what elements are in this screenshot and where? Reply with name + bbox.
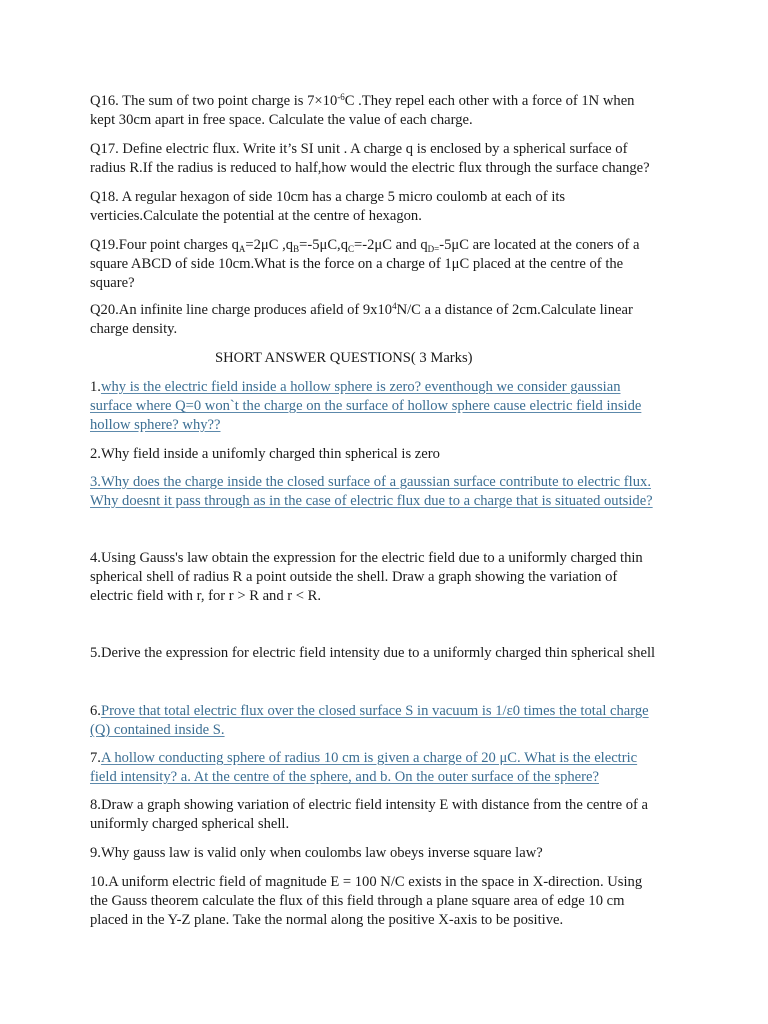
question-link-7-line-2[interactable]: field intensity? a. At the centre of the sphere, and b. On the outer surface of the sphere? — [90, 769, 599, 785]
item-number: 6. — [90, 703, 101, 719]
item-number: 7. — [90, 750, 101, 766]
short-answer-3 — [90, 473, 690, 511]
question-19-line-1: Q19.Four point charges $q_A=2\mu C$ $,q_B=-5\mu C,q_C=-2\mu C$ and $q_{D=}-5\mu C$ are located at the coners of a — [90, 237, 640, 254]
short-answer-8-line-1: 8.Draw a graph showing variation of electric field intensity E with distance from the centre of a — [90, 797, 649, 813]
question-17-line-1: Q17. Define electric flux. Write it’s SI unit . A charge q is enclosed by a spherical surface of — [90, 141, 628, 157]
subscript-c: C — [348, 244, 355, 254]
short-answer-5-line-1: 5.Derive the expression for electric field intensity due to a uniformly charged thin spherical shell — [90, 645, 656, 661]
question-16-line-2: kept 30cm apart in free space. Calculate the value of each charge. — [90, 112, 473, 128]
question-18 — [90, 188, 690, 226]
question-19-line-3: square? — [90, 275, 135, 291]
question-link-1-line-3[interactable]: hollow sphere? why?? — [90, 417, 221, 433]
question-16-line-1: Q16. The sum of two point charge is $7\times 10^{-6}C$ .They repel each other with a force of 1N when — [90, 92, 635, 109]
short-answer-10-line-3: placed in the Y-Z plane. Take the normal along the positive X-axis to be positive. — [90, 912, 564, 928]
question-link-7[interactable]: A hollow conducting sphere of radius 10 cm is given a charge of 20 μC. What is the electric — [100, 750, 638, 766]
short-answer-10 — [90, 873, 690, 930]
question-19 — [90, 236, 690, 293]
subscript-a: A — [238, 244, 246, 254]
subscript-d: D= — [427, 244, 440, 254]
short-answer-4-line-2: spherical shell of radius R a point outside the shell. Draw a graph showing the variation of — [90, 569, 618, 585]
exponent: 4 — [392, 301, 397, 311]
question-17 — [90, 140, 690, 178]
question-link-1[interactable]: why is the electric field inside a hollow sphere is zero? eventhough we consider gaussian — [100, 379, 621, 395]
question-20-line-1: Q20.An infinite line charge produces afield of $9x10^4N/C$ a a distance of 2cm.Calculate linear — [90, 301, 633, 318]
question-18-line-1: Q18. A regular hexagon of side 10cm has a charge 5 micro coulomb at each of its — [90, 189, 566, 205]
question-19-line-2: square ABCD of side 10cm.What is the force on a charge of 1μC placed at the centre of the — [90, 256, 624, 272]
question-link-6[interactable]: Prove that total electric flux over the closed surface S in vacuum is 1/ε0 times the total charge — [100, 703, 649, 719]
question-16 — [90, 92, 690, 130]
short-answer-8-line-2: uniformly charged spherical shell. — [90, 816, 290, 832]
short-answer-7 — [90, 749, 690, 787]
short-answer-9 — [90, 844, 690, 863]
short-answer-6 — [90, 702, 690, 740]
short-answer-2 — [90, 445, 690, 464]
section-heading: SHORT ANSWER QUESTIONS( 3 Marks) — [215, 350, 473, 366]
short-answer-2-line-1: 2.Why field inside a unifomly charged thin spherical is zero — [90, 446, 440, 462]
question-18-line-2: verticies.Calculate the potential at the centre of hexagon. — [90, 208, 422, 224]
exponent: -6 — [337, 92, 345, 102]
short-answer-4-line-3: electric field with r, for r > R and r < R. — [90, 588, 322, 604]
short-answer-9-line-1: 9.Why gauss law is valid only when coulombs law obeys inverse square law? — [90, 845, 543, 861]
short-answer-1 — [90, 378, 690, 435]
short-answer-5 — [90, 644, 690, 663]
item-number: 1. — [90, 379, 101, 395]
subscript-b: B — [293, 244, 300, 254]
short-answer-10-line-2: the Gauss theorem calculate the flux of this field through a plane square area of edge 10 cm — [90, 893, 625, 909]
question-link-6-line-2[interactable]: (Q) contained inside S. — [90, 722, 225, 738]
question-20-line-2: charge density. — [90, 321, 178, 337]
short-answer-4-line-1: 4.Using Gauss's law obtain the expression for the electric field due to a uniformly charged thin — [90, 550, 643, 566]
short-answer-8 — [90, 796, 690, 834]
question-link-1-line-2[interactable]: surface where Q=0 won`t the charge on the surface of hollow sphere cause electric field inside — [90, 398, 642, 414]
short-answer-4 — [90, 549, 690, 606]
question-link-3[interactable]: 3.Why does the charge inside the closed surface of a gaussian surface contribute to electric flux. — [90, 474, 651, 490]
question-link-3-line-2[interactable]: Why doesnt it pass through as in the case of electric flux due to a charge that is situated outside? — [90, 493, 653, 509]
short-answer-10-line-1: 10.A uniform electric field of magnitude E = 100 N/C exists in the space in X-direction. Using — [90, 874, 643, 890]
question-20 — [90, 301, 690, 339]
question-17-line-2: radius R.If the radius is reduced to half,how would the electric flux through the surface change? — [90, 160, 650, 176]
